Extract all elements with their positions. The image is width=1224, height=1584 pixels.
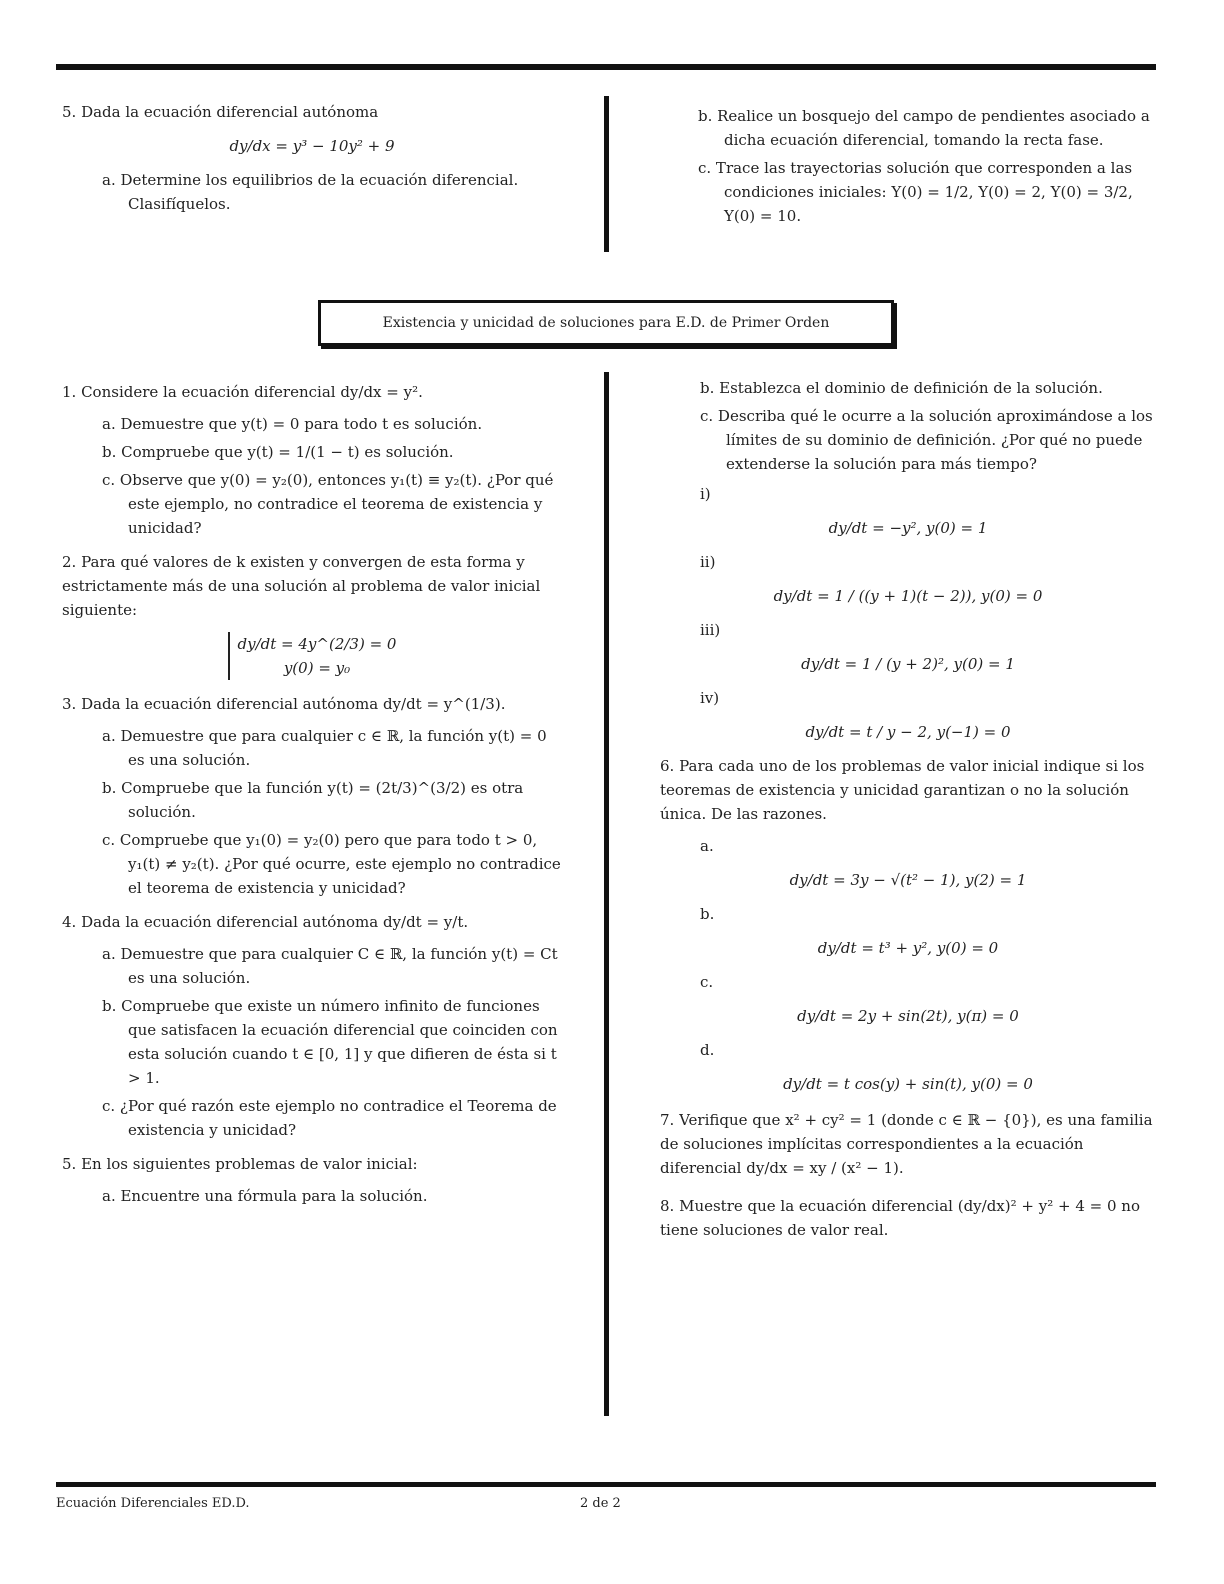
top-rule xyxy=(56,64,1156,70)
left-column xyxy=(62,380,562,1212)
question-1a: a. Demuestre que y(t) = 0 para todo t es solución. xyxy=(102,415,483,433)
question-2-brace xyxy=(228,632,397,680)
top-item-5: 5. Dada la ecuación diferencial autónoma xyxy=(62,103,379,121)
question-2-eq-1: dy/dt = 4y^(2/3) = 0 xyxy=(237,635,397,653)
problem-iii-label: iii) xyxy=(700,621,721,639)
question-8: 8. Muestre que la ecuación diferencial (dy/dx)² + y² + 4 = 0 no tiene soluciones de valor real. xyxy=(660,1197,1140,1239)
question-2-eq-2: y(0) = y₀ xyxy=(283,659,351,677)
question-5: 5. En los siguientes problemas de valor inicial: xyxy=(62,1155,418,1173)
question-4: 4. Dada la ecuación diferencial autónoma dy/dt = y/t. xyxy=(62,913,469,931)
top-item-b: b. Realice un bosquejo del campo de pendientes asociado a dicha ecuación diferencial, tomando la recta fase. xyxy=(698,107,1150,149)
problem-iv-label: iv) xyxy=(700,689,720,707)
question-4c: c. ¿Por qué razón este ejemplo no contradice el Teorema de existencia y unicidad? xyxy=(102,1097,557,1139)
question-6b-equation: dy/dt = t³ + y², y(0) = 0 xyxy=(817,939,999,957)
main-column-divider xyxy=(604,372,609,1416)
footer-course-name: Ecuación Diferenciales ED.D. xyxy=(56,1496,250,1511)
section-banner: Existencia y unicidad de soluciones para E.D. de Primer Orden xyxy=(318,300,894,346)
question-3b: b. Compruebe que la función y(t) = (2t/3)^(3/2) es otra solución. xyxy=(102,779,524,821)
problem-iv-equation: dy/dt = t / y − 2, y(−1) = 0 xyxy=(805,723,1011,741)
problem-ii-equation: dy/dt = 1 / ((y + 1)(t − 2)), y(0) = 0 xyxy=(773,587,1043,605)
question-3c: c. Compruebe que y₁(0) = y₂(0) pero que para todo t > 0, y₁(t) ≠ y₂(t). ¿Por qué ocurre, este ejemplo no contradice el teorema de existencia y unicidad? xyxy=(102,831,561,897)
question-1: 1. Considere la ecuación diferencial dy/dx = y². xyxy=(62,383,423,401)
problem-iii-equation: dy/dt = 1 / (y + 2)², y(0) = 1 xyxy=(801,655,1015,673)
question-5b: b. Establezca el dominio de definición de la solución. xyxy=(700,379,1103,397)
problem-i-label: i) xyxy=(700,485,711,503)
footer-page-number: 2 de 2 xyxy=(580,1496,621,1511)
question-7: 7. Verifique que x² + cy² = 1 (donde c ∈ ℝ − {0}), es una familia de soluciones implícitas correspondientes a la ecuación diferencial dy/dx = xy / (x² − 1). xyxy=(660,1111,1153,1177)
top-column-divider xyxy=(604,96,609,252)
question-6a-equation: dy/dt = 3y − √(t² − 1), y(2) = 1 xyxy=(789,871,1027,889)
bottom-rule xyxy=(56,1482,1156,1487)
question-6a-label: a. xyxy=(700,837,714,855)
top-item-5a: a. Determine los equilibrios de la ecuación diferencial. Clasifíquelos. xyxy=(102,171,519,213)
right-column xyxy=(660,372,1156,1250)
question-6: 6. Para cada uno de los problemas de valor inicial indique si los teoremas de existencia y unicidad garantizan o no la solución única. De las razones. xyxy=(660,757,1145,823)
question-6c-label: c. xyxy=(700,973,714,991)
question-2-system xyxy=(62,632,562,680)
problem-i-equation: dy/dt = −y², y(0) = 1 xyxy=(828,519,988,537)
question-3a: a. Demuestre que para cualquier c ∈ ℝ, la función y(t) = 0 es una solución. xyxy=(102,727,547,769)
question-5c: c. Describa qué le ocurre a la solución aproximándose a los límites de su dominio de definición. ¿Por qué no puede extenderse la solución para más tiempo? xyxy=(700,407,1153,473)
problem-ii-label: ii) xyxy=(700,553,716,571)
question-5a: a. Encuentre una fórmula para la solución. xyxy=(102,1187,428,1205)
top-item-c: c. Trace las trayectorias solución que corresponden a las condiciones iniciales: Y(0) = 1/2, Y(0) = 2, Y(0) = 3/2, Y(0) = 10. xyxy=(698,159,1133,225)
question-6d-label: d. xyxy=(700,1041,715,1059)
top-right-column xyxy=(698,100,1156,232)
question-6c-equation: dy/dt = 2y + sin(2t), y(π) = 0 xyxy=(797,1007,1019,1025)
question-1b: b. Compruebe que y(t) = 1/(1 − t) es solución. xyxy=(102,443,454,461)
question-2: 2. Para qué valores de k existen y convergen de esta forma y estrictamente más de una solución al problema de valor inicial siguiente: xyxy=(62,553,541,619)
question-1c: c. Observe que y(0) = y₂(0), entonces y₁(t) ≡ y₂(t). ¿Por qué este ejemplo, no contradice el teorema de existencia y unicidad? xyxy=(102,471,554,537)
question-4a: a. Demuestre que para cualquier C ∈ ℝ, la función y(t) = Ct es una solución. xyxy=(102,945,558,987)
question-6d-equation: dy/dt = t cos(y) + sin(t), y(0) = 0 xyxy=(783,1075,1033,1093)
question-4b: b. Compruebe que existe un número infinito de funciones que satisfacen la ecuación diferencial que coinciden con esta solución cuando t ∈ [0, 1] y que difieren de ésta si t > 1. xyxy=(102,997,558,1087)
top-left-column xyxy=(62,100,562,220)
question-6b-label: b. xyxy=(700,905,715,923)
top-item-5-equation: dy/dx = y³ − 10y² + 9 xyxy=(229,137,395,155)
question-3: 3. Dada la ecuación diferencial autónoma dy/dt = y^(1/3). xyxy=(62,695,506,713)
